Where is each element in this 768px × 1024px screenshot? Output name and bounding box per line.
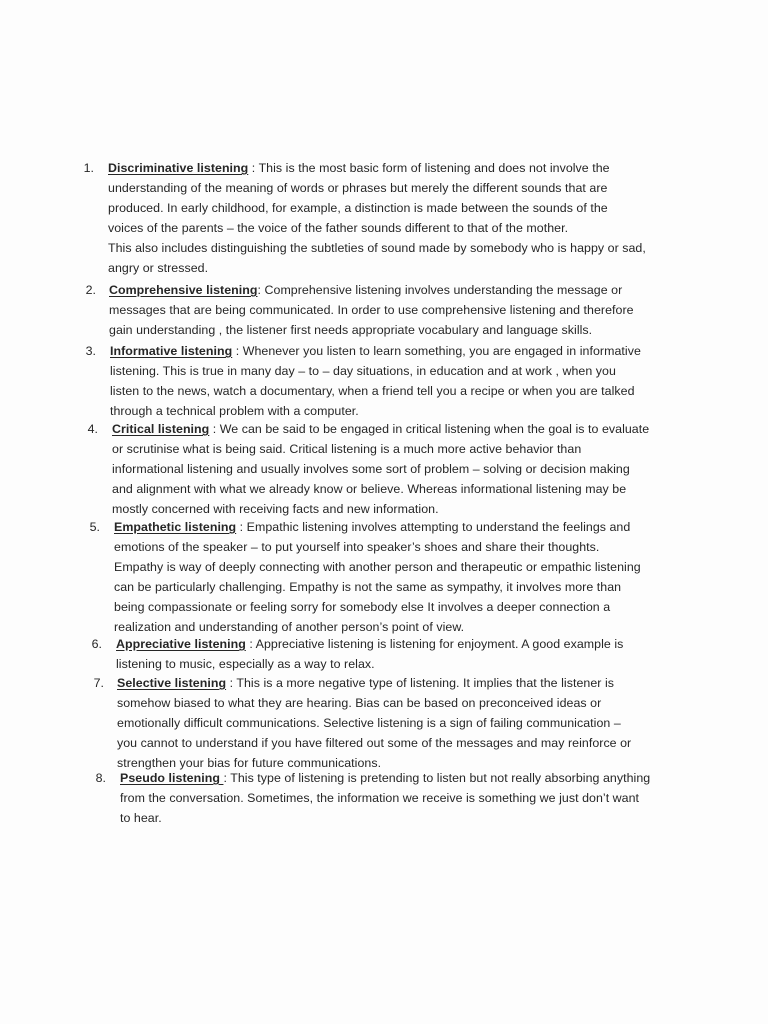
item-text: listen to the news, watch a documentary, when a friend tell you a recipe or when you are talked [110,383,635,398]
item-text: This type of listening is pretending to listen but not really absorbing anything [230,771,651,785]
item-title: Informative listening [110,344,233,358]
item-text: angry or stressed. [108,260,209,275]
item-text: This also includes distinguishing the subtleties of sound made by somebody who is happy or sad, [108,240,646,255]
item-text: This is the most basic form of listening and does not involve the [258,161,610,175]
item-text: or scrutinise what is being said. Critical listening is a much more active behavior than [112,441,582,456]
item-text: Comprehensive listening involves understanding the message or [264,283,623,297]
item-title: Pseudo listening [120,771,224,785]
item-text: gain understanding , the listener first needs appropriate vocabulary and language skills. [109,322,593,337]
item-number: 5. [89,520,100,534]
item-text: listening to music, especially as a way to relax. [116,656,375,671]
item-text: This is a more negative type of listening. It implies that the listener is [236,676,615,690]
item-text: and alignment with what we already know or believe. Whereas informational listening may be [112,481,627,496]
item-text: mostly concerned with receiving facts and new information. [112,501,439,516]
item-text: Empathy is way of deeply connecting with another person and therapeutic or empathic listening [114,559,641,574]
item-text: emotions of the speaker – to put yourself into speaker’s shoes and share their thoughts. [114,539,600,554]
item-text: Appreciative listening is listening for enjoyment. A good example is [255,637,624,651]
item-text: messages that are being communicated. In order to use comprehensive listening and therefore [109,302,634,317]
item-text: can be particularly challenging. Empathy is not the same as sympathy, it involves more than [114,579,622,594]
item-number: 8. [95,771,106,785]
item-text: Empathic listening involves attempting to understand the feelings and [246,520,631,534]
item-title: Critical listening [112,422,210,436]
item-number: 1. [83,161,94,175]
item-title: Selective listening [117,676,227,690]
item-text: from the conversation. Sometimes, the information we receive is something we just don’t want [120,790,640,805]
item-number: 3. [85,344,96,358]
item-text: being compassionate or feeling sorry for somebody else It involves a deeper connection a [114,599,611,614]
item-number: 7. [93,676,104,690]
item-title: Appreciative listening [116,637,246,651]
item-text: voices of the parents – the voice of the father sounds different to that of the mother. [108,220,569,235]
item-number: 4. [87,422,98,436]
item-text: strengthen your bias for future communications. [117,755,382,770]
item-text: realization and understanding of another person’s point of view. [114,619,465,634]
document-page: 1. Discriminative listening : This is the most basic form of listening and does not involve the understanding of the meaning of words or phrases but merely the different sounds that are produced. In early childhood, for example, a distinction is made between the sounds of the voices of the parents – the voice of the father sounds different to that of the mother. This also includes distinguishing the subtleties of sound made by somebody who is happy or sad, angry or stressed. 2. Comprehensive listening: Comprehensive listening involves understanding the message or messages that are being communicated. In order to use comprehensive listening and therefore gain understanding , the listener first needs appropriate vocabulary and language skills. 3. Informative listening : Whenever you listen to learn something, you are engaged in informative listening. This is true in many day – to – day situations, in education and at work , when you listen to the news, watch a documentary, when a friend tell you a recipe or when you are talked through a technical problem with a computer. 4. Critical listening : We can be said to be engaged in critical listening when the goal is to evaluate or scrutinise what is being said. Critical listening is a much more active behavior than informational listening and usually involves some sort of problem – solving or decision making and alignment with what we already know or believe. Whereas informational listening may be mostly concerned with receiving facts and new information. 5. Empathetic listening : Empathic listening involves attempting to understand the feelings and emotions of the speaker – to put yourself into speaker’s shoes and share their thoughts. Empathy is way of deeply connecting with another person and therapeutic or empathic listening can be particularly challenging. Empathy is not the same as sympathy, it involves more than being compassionate or feeling sorry for somebody else It involves a deeper connection a realization and understanding of another person’s point of view. 6. Appreciative listening : Appreciative listening is listening for enjoyment. A good example is listening to music, especially as a way to relax. 7. Selective listening : This is a more negative type of listening. It implies that the listener is somehow biased to what they are hearing. Bias can be based on preconceived ideas or emotionally difficult communications. Selective listening is a sign of failing communication – you cannot to understand if you have filtered out some of the messages and may reinforce or strengthen your bias for future communications. 8. Pseudo listening : This type of listening is pretending to listen but not really absorbing anything from the conversation. Sometimes, the information we receive is something we just don’t want to hear. [0,0,768,1024]
item-number: 6. [91,637,102,651]
item-text: Whenever you listen to learn something, you are engaged in informative [242,344,641,358]
item-text: We can be said to be engaged in critical listening when the goal is to evaluate [219,422,650,436]
item-text: emotionally difficult communications. Selective listening is a sign of failing communication – [117,715,621,730]
item-text: you cannot to understand if you have filtered out some of the messages and may reinforce or [117,735,632,750]
item-title: Empathetic listening [114,520,237,534]
item-title: Discriminative listening [108,161,249,175]
item-text: understanding of the meaning of words or phrases but merely the different sounds that are [108,180,608,195]
item-text: to hear. [120,810,162,825]
item-text: produced. In early childhood, for example, a distinction is made between the sounds of the [108,200,608,215]
item-text: somehow biased to what they are hearing. Bias can be based on preconceived ideas or [117,695,602,710]
item-text: listening. This is true in many day – to – day situations, in education and at work , when you [110,363,616,378]
item-text: through a technical problem with a computer. [110,403,359,418]
item-number: 2. [85,283,96,297]
item-title: Comprehensive listening [109,283,258,297]
item-text: informational listening and usually involves some sort of problem – solving or decision making [112,461,630,476]
